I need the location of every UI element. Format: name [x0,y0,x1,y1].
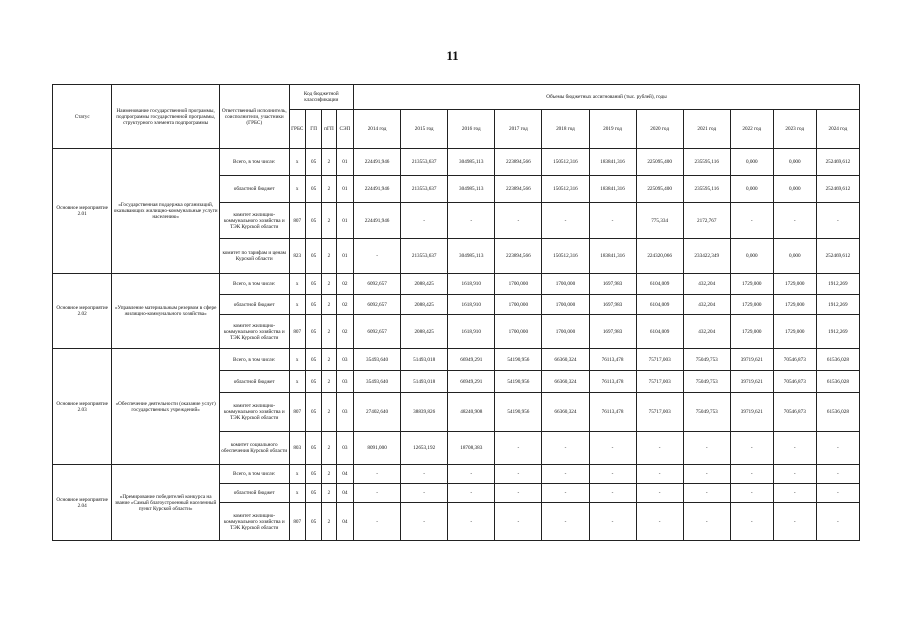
amount-cell: 213553,637 [401,176,448,203]
amount-cell: - [354,239,401,274]
code-cell: 05 [305,176,321,203]
executor-cell: комитет жилищно-коммунального хозяйства и ТЭК Курской области [219,393,289,432]
amount-cell: - [730,503,773,541]
amount-cell: - [816,503,859,541]
executor-cell: областной бюджет [219,371,289,393]
amount-cell: 1729,000 [730,295,773,315]
executor-cell: Всего, в том числе: [219,149,289,176]
code-cell: 02 [336,315,353,349]
amount-cell: 0,000 [730,149,773,176]
year-header: 2018 год [542,110,589,149]
amount-cell: 6104,009 [636,295,683,315]
code-cell: х [289,149,305,176]
amount-cell: 6104,009 [636,315,683,349]
year-header: 2022 год [730,110,773,149]
amount-cell: 54190,956 [495,393,542,432]
amount-cell: - [448,465,495,484]
amount-cell: 1729,000 [773,274,816,295]
code-cell: 03 [336,349,353,371]
amount-cell: 2172,767 [683,203,730,239]
measure-name-cell: «Обеспечение деятельности (оказание услуг) государственных учреждений» [112,349,220,465]
amount-cell: 27402,640 [354,393,401,432]
amount-cell: 1697,983 [589,295,636,315]
amount-cell: 75049,753 [683,393,730,432]
amount-cell: 8091,000 [354,432,401,465]
executor-cell: областной бюджет [219,176,289,203]
amount-cell: 75717,003 [636,371,683,393]
amount-cell: 61536,028 [816,349,859,371]
status-cell: Основное мероприятие 2.02 [53,274,112,349]
amount-cell: 1700,000 [495,274,542,295]
amount-cell: 76113,478 [589,393,636,432]
amount-cell: 1912,269 [816,274,859,295]
code-cell: 2 [322,503,336,541]
amount-cell: 1700,000 [495,315,542,349]
code-cell: 2 [322,371,336,393]
amount-cell: 223894,566 [495,239,542,274]
amount-cell: - [636,432,683,465]
amount-cell: 2088,425 [401,295,448,315]
amount-cell: 70546,873 [773,393,816,432]
amount-cell: 75717,003 [636,393,683,432]
amount-cell: - [495,432,542,465]
measure-name-cell: «Премирование победителей конкурса на звание «Самый благоустроенный населенный пункт Курской области» [112,465,220,541]
amount-cell: 2088,425 [401,315,448,349]
code-cell: 01 [336,176,353,203]
amount-cell: 225095,400 [636,176,683,203]
amount-cell: 38839,826 [401,393,448,432]
amount-cell: 61536,028 [816,393,859,432]
amount-cell: 1700,000 [542,274,589,295]
amount-cell: 224320,066 [636,239,683,274]
amount-cell: 18708,383 [448,432,495,465]
amount-cell: 1729,000 [730,315,773,349]
amount-cell: - [448,503,495,541]
amount-cell: 432,204 [683,295,730,315]
amount-cell: 12653,192 [401,432,448,465]
amount-cell: 76113,478 [589,349,636,371]
amount-cell: - [683,484,730,503]
year-header: 2016 год [448,110,495,149]
table-row [53,149,860,176]
measure-name-cell: «Управление материальным резервом в сфере жилищно-коммунального хозяйства» [112,274,220,349]
code-cell: 2 [322,315,336,349]
amount-cell: 252469,612 [816,239,859,274]
code-cell: 05 [305,239,321,274]
amount-cell: - [542,432,589,465]
amount-cell: 6092,657 [354,274,401,295]
page-number: 11 [446,48,459,63]
amount-cell: - [542,465,589,484]
amount-cell: 6104,009 [636,274,683,295]
amount-cell: 35493,640 [354,349,401,371]
amount-cell: 150512,316 [542,239,589,274]
amount-cell: - [448,203,495,239]
code-cell: 04 [336,465,353,484]
code-cell: х [289,371,305,393]
amount-cell: 76113,478 [589,371,636,393]
year-header: 2019 год [589,110,636,149]
table-row [53,349,860,371]
code-cell: 2 [322,274,336,295]
amount-cell: - [683,503,730,541]
amount-cell: 252469,612 [816,149,859,176]
code-cell: 2 [322,239,336,274]
amount-cell: 235595,116 [683,149,730,176]
table-body [53,149,860,541]
amount-cell: - [683,432,730,465]
amount-cell: 1618,910 [448,295,495,315]
amount-cell: 150512,316 [542,149,589,176]
code-cell: 05 [305,432,321,465]
amount-cell: 66949,291 [448,349,495,371]
amount-cell: 183841,316 [589,239,636,274]
year-header: 2021 год [683,110,730,149]
amount-cell: - [401,503,448,541]
amount-cell: - [401,465,448,484]
amount-cell: 1700,000 [542,315,589,349]
code-cell: 02 [336,295,353,315]
amount-cell: 775,334 [636,203,683,239]
code-cell: 2 [322,432,336,465]
code-cell: 05 [305,274,321,295]
code-cell: х [289,176,305,203]
code-cell: 03 [336,393,353,432]
amount-cell: - [448,484,495,503]
amount-cell: - [495,203,542,239]
name-header: Наименование государственной программы, подпрограммы государственной программы, структурного элемента подпрограммы [112,85,220,149]
amount-cell: 252469,612 [816,176,859,203]
amount-cell: - [730,484,773,503]
amount-cell: - [730,432,773,465]
code-cell: 803 [289,432,305,465]
amount-cell: - [542,503,589,541]
code-cell: 01 [336,149,353,176]
year-header: 2020 год [636,110,683,149]
amount-cell: 213553,637 [401,239,448,274]
amount-cell: - [542,484,589,503]
status-cell: Основное мероприятие 2.03 [53,349,112,465]
code-cell: 2 [322,349,336,371]
amount-cell: 224491,946 [354,176,401,203]
amount-cell: 66949,291 [448,371,495,393]
amount-cell: 54190,956 [495,371,542,393]
amount-cell: - [816,203,859,239]
amount-cell: - [683,465,730,484]
amount-cell: 2088,425 [401,274,448,295]
amount-cell: - [401,203,448,239]
year-header: 2017 год [495,110,542,149]
amount-cell: 304985,113 [448,149,495,176]
amount-cell: 70546,873 [773,371,816,393]
code-cell: 04 [336,503,353,541]
code-cell: х [289,295,305,315]
amount-cell: - [816,432,859,465]
amount-cell: 233422,349 [683,239,730,274]
amount-cell: 66360,324 [542,371,589,393]
code-cell: 05 [305,371,321,393]
executor-cell: областной бюджет [219,484,289,503]
amount-cell: 75717,003 [636,349,683,371]
amount-cell: 39719,621 [730,349,773,371]
code-cell: 03 [336,371,353,393]
amount-cell: 225095,400 [636,149,683,176]
amount-cell: 54190,956 [495,349,542,371]
status-cell: Основное мероприятие 2.04 [53,465,112,541]
amount-cell: 183841,316 [589,149,636,176]
code-cell: 05 [305,203,321,239]
code-cell: 05 [305,349,321,371]
code-cell: 2 [322,393,336,432]
amount-cell: 35493,640 [354,371,401,393]
amount-cell: - [354,503,401,541]
year-header: 2015 год [401,110,448,149]
status-cell: Основное мероприятие 2.01 [53,149,112,274]
code-cell: 05 [305,484,321,503]
amount-cell: 183841,316 [589,176,636,203]
code-cell: 02 [336,274,353,295]
amount-cell: - [773,465,816,484]
amount-cell: 223894,566 [495,149,542,176]
amount-cell: 1912,269 [816,315,859,349]
status-header: Статус [53,85,112,149]
code-cell: 807 [289,203,305,239]
code-cell: 807 [289,503,305,541]
amount-cell: - [730,465,773,484]
amount-cell: - [773,432,816,465]
amount-cell: 0,000 [773,239,816,274]
amount-cell: - [495,465,542,484]
amount-cell: 66360,324 [542,393,589,432]
amount-cell: 224491,946 [354,149,401,176]
code-cell: 03 [336,432,353,465]
amount-cell: 432,204 [683,315,730,349]
amount-cell: 223894,566 [495,176,542,203]
amount-cell: 1700,000 [542,295,589,315]
amount-cell: 1700,000 [495,295,542,315]
amount-cell: 304985,113 [448,176,495,203]
year-header: 2024 год [816,110,859,149]
amount-cell: - [636,484,683,503]
code-cell: 05 [305,315,321,349]
amount-cell: 0,000 [773,149,816,176]
amount-cell: - [495,503,542,541]
amount-cell: 432,204 [683,274,730,295]
amount-cell: 6092,657 [354,295,401,315]
amount-cell: 66360,324 [542,349,589,371]
executor-cell: Всего, в том числе: [219,274,289,295]
amount-cell: 51493,018 [401,349,448,371]
executor-cell: комитет жилищно-коммунального хозяйства и ТЭК Курской области [219,503,289,541]
code-group-header: Код бюджетной классификации [289,85,354,110]
code-cell: 823 [289,239,305,274]
executor-cell: комитет жилищно-коммунального хозяйства и ТЭК Курской области [219,315,289,349]
amount-cell: - [542,203,589,239]
executor-cell: Всего, в том числе: [219,349,289,371]
amount-cell: 213553,637 [401,149,448,176]
amount-cell: 75049,753 [683,349,730,371]
amount-cell: 235595,116 [683,176,730,203]
amount-cell: 1697,983 [589,315,636,349]
code-cell: 2 [322,149,336,176]
code-cell: 807 [289,315,305,349]
amount-cell: 304985,113 [448,239,495,274]
amount-cell: 1618,910 [448,274,495,295]
table-row [53,465,860,484]
code-header: СЭП [336,110,353,149]
executor-cell: областной бюджет [219,295,289,315]
volume-group-header: Объемы бюджетных ассигнований (тыс. рублей), годы [354,85,860,110]
code-cell: 05 [305,295,321,315]
table-row [53,274,860,295]
code-cell: 2 [322,465,336,484]
code-cell: 807 [289,393,305,432]
executor-cell: комитет социального обеспечения Курской области [219,432,289,465]
amount-cell: - [636,503,683,541]
code-cell: х [289,484,305,503]
code-cell: 05 [305,393,321,432]
amount-cell: 224491,946 [354,203,401,239]
code-cell: х [289,274,305,295]
code-cell: х [289,349,305,371]
amount-cell: 6092,657 [354,315,401,349]
code-header: ГП [305,110,321,149]
budget-allocation-table [52,84,860,541]
code-cell: 05 [305,465,321,484]
year-header: 2014 год [354,110,401,149]
code-cell: 2 [322,176,336,203]
amount-cell: 75049,753 [683,371,730,393]
amount-cell: 1729,000 [773,315,816,349]
executor-cell: комитет жилищно-коммунального хозяйства и ТЭК Курской области [219,203,289,239]
code-cell: 2 [322,295,336,315]
amount-cell: 0,000 [730,176,773,203]
executor-header: Ответственный исполнитель, соисполнители, участники (ГРБС) [219,85,289,149]
amount-cell: - [773,503,816,541]
amount-cell: - [589,203,636,239]
code-cell: 04 [336,484,353,503]
amount-cell: 70546,873 [773,349,816,371]
amount-cell: 0,000 [773,176,816,203]
amount-cell: - [589,503,636,541]
executor-cell: Всего, в том числе: [219,465,289,484]
amount-cell: 1912,269 [816,295,859,315]
measure-name-cell: «Государственная поддержка организаций, оказывающих жилищно-коммунальные услуги населению» [112,149,220,274]
amount-cell: 1618,910 [448,315,495,349]
code-cell: 01 [336,239,353,274]
amount-cell: - [816,484,859,503]
amount-cell: - [589,432,636,465]
amount-cell: - [401,484,448,503]
amount-cell: 0,000 [730,239,773,274]
amount-cell: - [495,484,542,503]
code-cell: 2 [322,484,336,503]
amount-cell: - [730,203,773,239]
code-cell: 2 [322,203,336,239]
executor-cell: комитет по тарифам и ценам Курской области [219,239,289,274]
amount-cell: 39719,621 [730,371,773,393]
amount-cell: 61536,028 [816,371,859,393]
amount-cell: - [816,465,859,484]
code-cell: х [289,465,305,484]
amount-cell: 48240,908 [448,393,495,432]
code-header: пГП [322,110,336,149]
code-cell: 05 [305,149,321,176]
amount-cell: - [773,484,816,503]
amount-cell: 1729,000 [773,295,816,315]
amount-cell: 51493,018 [401,371,448,393]
amount-cell: - [354,484,401,503]
amount-cell: 1729,000 [730,274,773,295]
amount-cell: - [354,465,401,484]
amount-cell: 150512,316 [542,176,589,203]
amount-cell: - [636,465,683,484]
code-cell: 05 [305,503,321,541]
amount-cell: - [589,484,636,503]
amount-cell: 1697,983 [589,274,636,295]
amount-cell: 39719,621 [730,393,773,432]
amount-cell: - [773,203,816,239]
code-header: ГРБС [289,110,305,149]
code-cell: 01 [336,203,353,239]
amount-cell: - [589,465,636,484]
year-header: 2023 год [773,110,816,149]
